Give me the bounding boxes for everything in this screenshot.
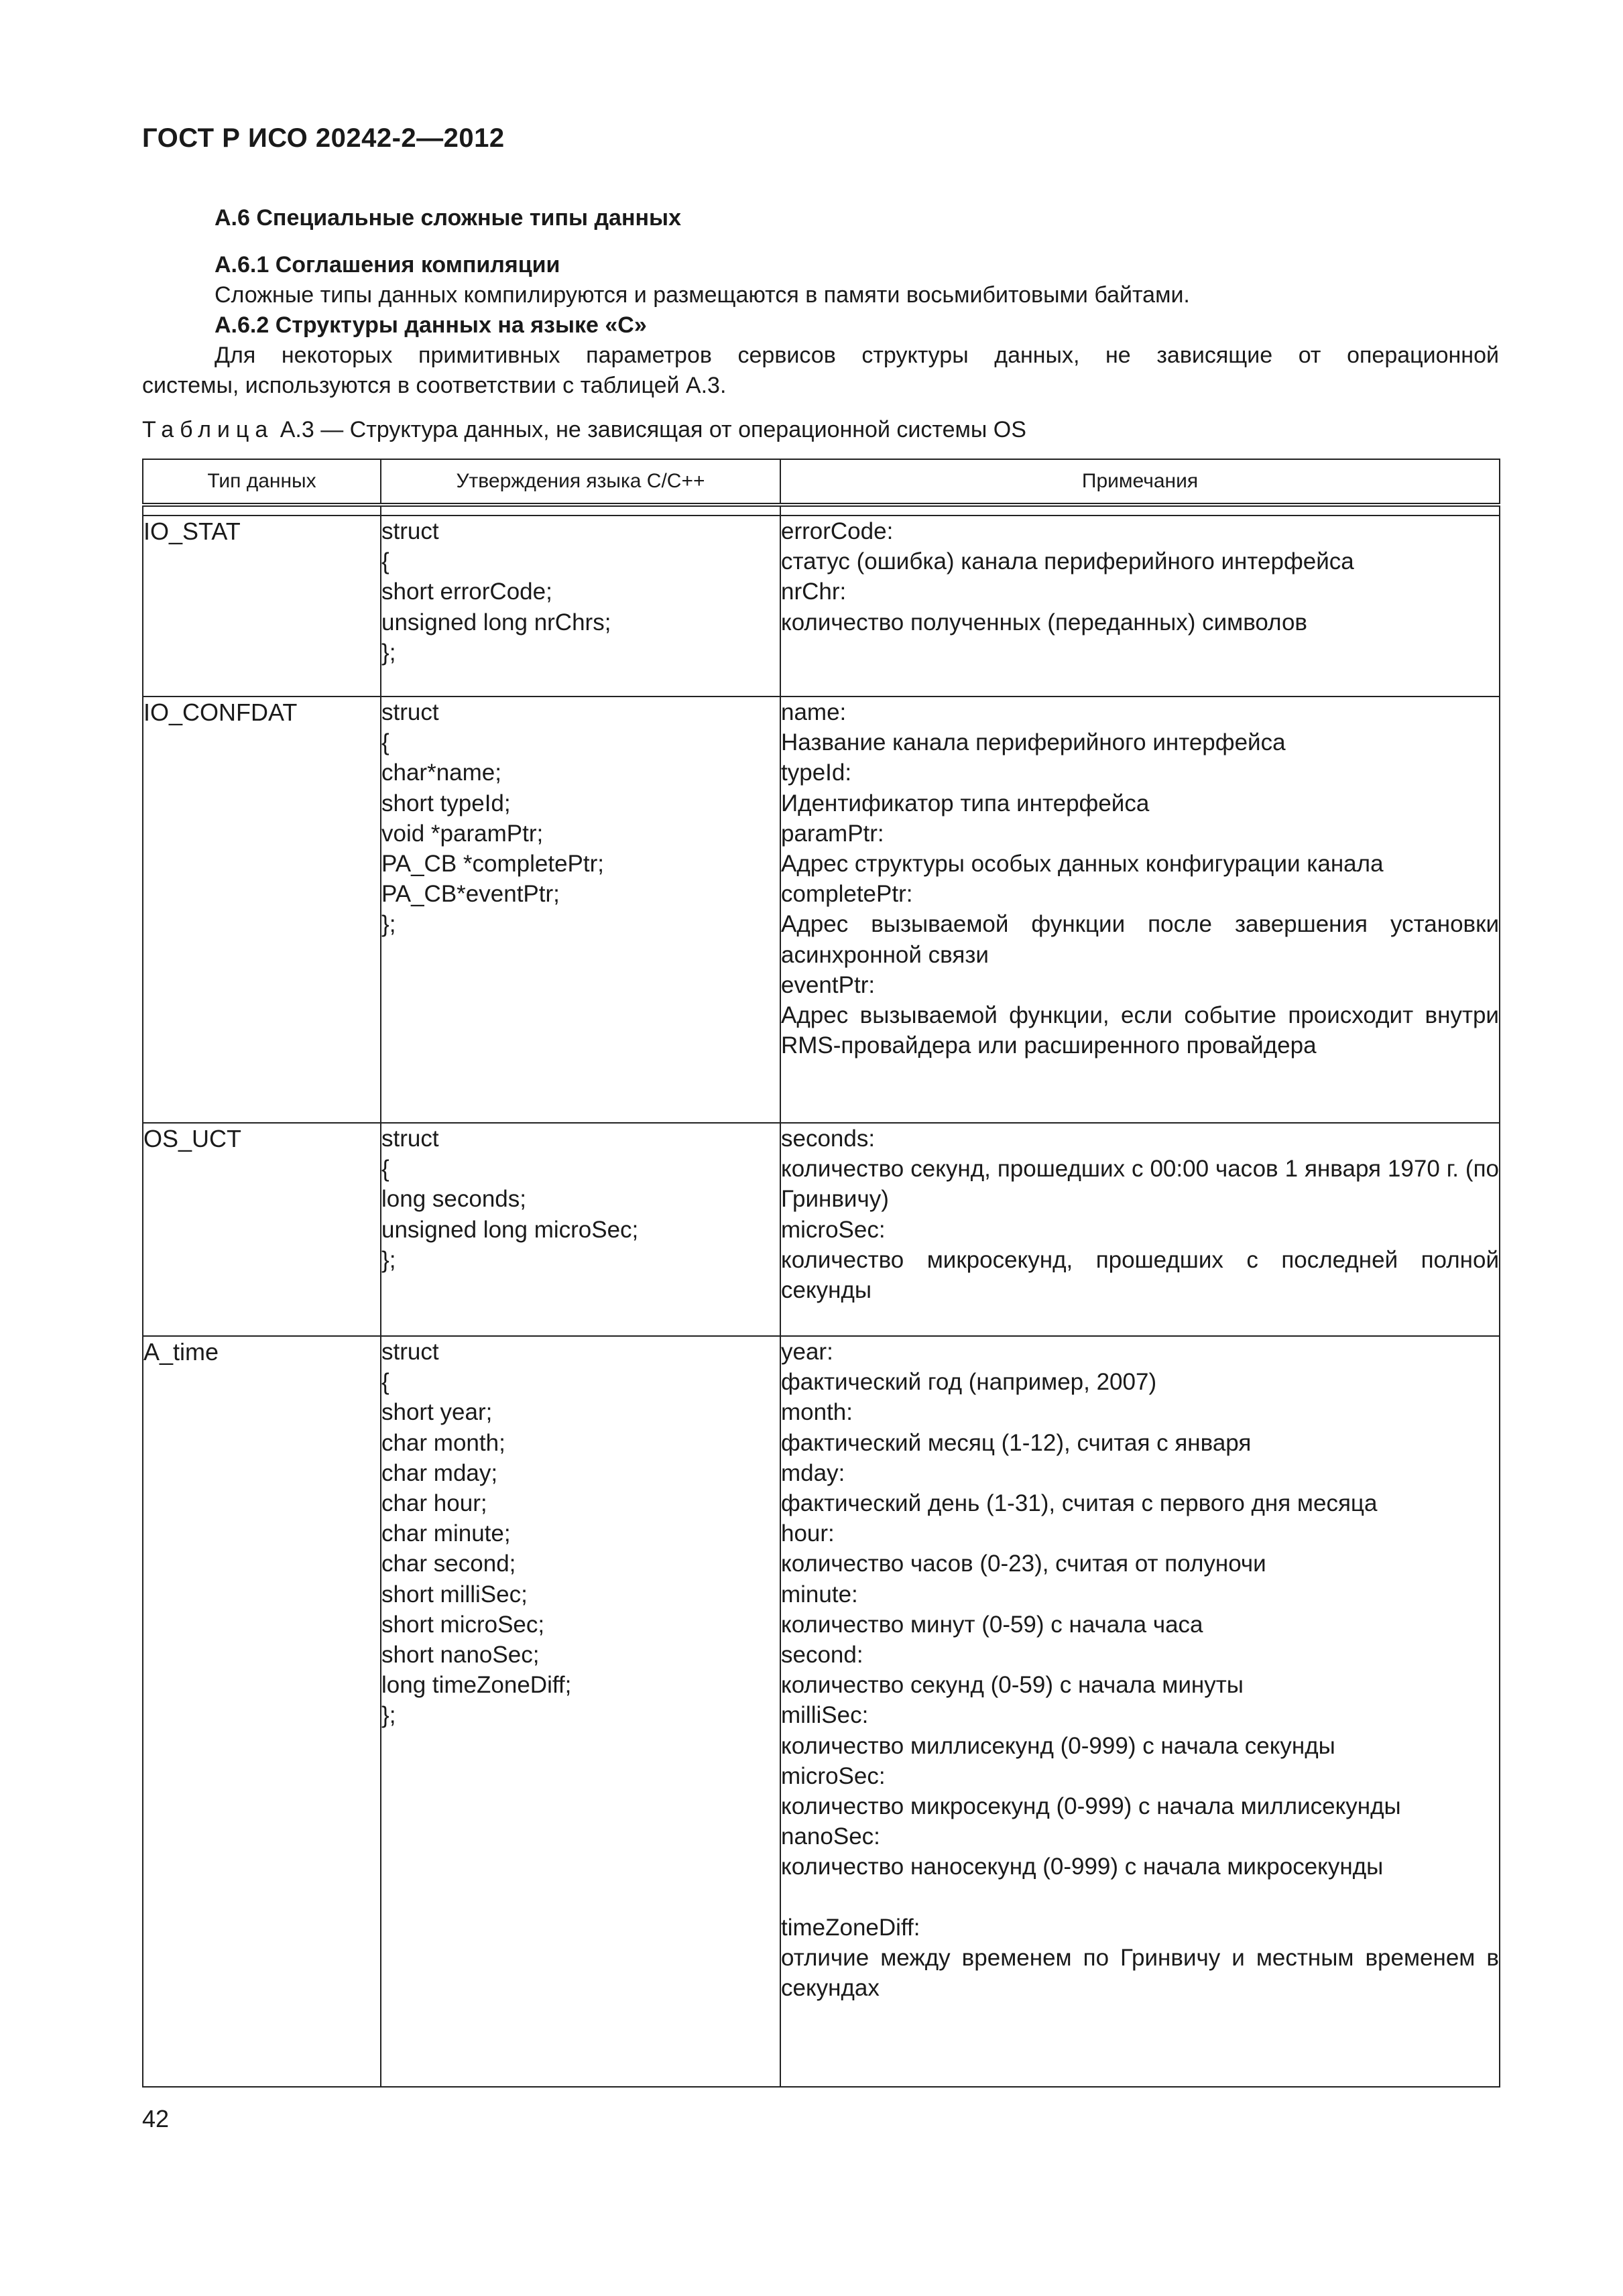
- code-line: {: [381, 548, 389, 575]
- code-line: char minute;: [381, 1520, 511, 1547]
- code-line: struct: [381, 699, 439, 725]
- page-number: 42: [142, 2105, 170, 2132]
- note-description: Название канала периферийного интерфейса: [781, 729, 1286, 756]
- code-line: };: [381, 1702, 396, 1729]
- note-description: количество наносекунд (0-999) с начала микросекунды: [781, 1854, 1384, 1880]
- code-cell: [381, 697, 780, 1123]
- code-line: short year;: [381, 1399, 493, 1426]
- code-cell: [381, 1123, 780, 1336]
- note-spacer: [781, 1882, 1499, 1913]
- note-description: количество полученных (переданных) символов: [781, 609, 1308, 636]
- c-structures-paragraph-line1: Для некоторых примитивных параметров сервисов структуры данных, не зависящие от операционной: [215, 343, 1499, 368]
- code-line: unsigned long nrChrs;: [381, 609, 611, 636]
- note-field-name: year:: [781, 1339, 833, 1365]
- note-field-name: seconds:: [781, 1126, 876, 1152]
- code-line: {: [381, 1156, 389, 1183]
- note-field-name: second:: [781, 1642, 863, 1669]
- subsection-title-compilation: А.6.1 Соглашения компиляции: [215, 252, 560, 278]
- code-line: };: [381, 911, 396, 938]
- code-line: short milliSec;: [381, 1581, 528, 1608]
- note-field-name: minute:: [781, 1581, 858, 1608]
- section-title: А.6 Специальные сложные типы данных: [215, 205, 681, 231]
- code-line: short microSec;: [381, 1611, 545, 1638]
- code-line: struct: [381, 518, 439, 544]
- note-description: количество секунд (0-59) с начала минуты: [781, 1672, 1244, 1699]
- code-line: {: [381, 1369, 389, 1396]
- code-line: PA_CB*eventPtr;: [381, 881, 560, 908]
- note-description: Идентификатор типа интерфейса: [781, 790, 1150, 817]
- table-header-row: [143, 459, 1500, 505]
- note-description: количество микросекунд, прошедших с последней полной секунды: [781, 1246, 1499, 1304]
- code-line: PA_CB *completePtr;: [381, 851, 604, 878]
- header-cell: Примечания: [780, 459, 1500, 505]
- code-cell: [381, 516, 780, 697]
- note-field-name: month:: [781, 1399, 853, 1426]
- data-structures-table: [142, 459, 1500, 2088]
- code-line: short nanoSec;: [381, 1642, 540, 1669]
- note-description: количество часов (0-23), считая от полуночи: [781, 1551, 1266, 1577]
- table-row: [143, 1123, 1500, 1336]
- code-line: char month;: [381, 1429, 505, 1456]
- note-field-name: microSec:: [781, 1762, 886, 1789]
- note-description: отличие между временем по Гринвичу и местным временем в секундах: [781, 1944, 1499, 2002]
- note-description: количество минут (0-59) с начала часа: [781, 1611, 1203, 1638]
- code-line: {: [381, 729, 389, 756]
- code-line: };: [381, 1246, 396, 1273]
- note-field-name: milliSec:: [781, 1702, 869, 1729]
- type-cell: IO_CONFDAT: [143, 697, 381, 1123]
- notes-cell: [780, 697, 1500, 1123]
- note-description: Адрес вызываемой функции, если событие происходит внутри RMS-провайдера или расширенного провайдера: [781, 1002, 1499, 1059]
- code-line: char*name;: [381, 760, 501, 786]
- notes-cell: [780, 1336, 1500, 2087]
- note-field-name: mday:: [781, 1459, 845, 1486]
- note-field-name: nanoSec:: [781, 1823, 880, 1850]
- note-description: количество микросекунд (0-999) с начала миллисекунды: [781, 1793, 1401, 1820]
- notes-cell: [780, 516, 1500, 697]
- type-cell: A_time: [143, 1336, 381, 2087]
- table-row: [143, 516, 1500, 697]
- note-description: Адрес вызываемой функции после завершения установки асинхронной связи: [781, 911, 1499, 968]
- code-line: void *paramPtr;: [381, 820, 544, 847]
- note-field-name: typeId:: [781, 760, 852, 786]
- code-line: long timeZoneDiff;: [381, 1672, 572, 1699]
- header-cell: Тип данных: [143, 459, 381, 505]
- note-description: Адрес структуры особых данных конфигурации канала: [781, 851, 1384, 878]
- note-field-name: microSec:: [781, 1216, 886, 1243]
- type-cell: IO_STAT: [143, 516, 381, 697]
- type-cell: OS_UCT: [143, 1123, 381, 1336]
- notes-cell: [780, 1123, 1500, 1336]
- table-row: [143, 697, 1500, 1123]
- note-field-name: timeZoneDiff:: [781, 1914, 920, 1941]
- code-line: char hour;: [381, 1490, 487, 1517]
- code-line: unsigned long microSec;: [381, 1216, 639, 1243]
- note-field-name: completePtr:: [781, 881, 913, 908]
- code-line: long seconds;: [381, 1186, 526, 1213]
- c-structures-paragraph-line2: системы, используются в соответствии с таблицей А.3.: [142, 373, 727, 398]
- header-cell: Утверждения языка C/C++: [381, 459, 780, 505]
- code-line: };: [381, 639, 396, 666]
- table-caption-text: А.3 — Структура данных, не зависящая от операционной системы OS: [274, 417, 1026, 442]
- note-field-name: paramPtr:: [781, 820, 884, 847]
- compilation-paragraph: Сложные типы данных компилируются и размещаются в памяти восьмибитовыми байтами.: [215, 282, 1190, 308]
- code-cell: [381, 1336, 780, 2087]
- document-header: ГОСТ Р ИСО 20242-2—2012: [142, 123, 505, 153]
- subsection-title-c-structures: А.6.2 Структуры данных на языке «С»: [215, 312, 647, 338]
- code-line: char mday;: [381, 1459, 498, 1486]
- note-description: фактический месяц (1-12), считая с января: [781, 1429, 1252, 1456]
- table-caption-prefix: Таблица: [142, 417, 274, 442]
- note-description: статус (ошибка) канала периферийного интерфейса: [781, 548, 1354, 575]
- note-description: количество миллисекунд (0-999) с начала секунды: [781, 1732, 1335, 1759]
- note-field-name: eventPtr:: [781, 971, 876, 998]
- code-line: struct: [381, 1126, 439, 1152]
- code-line: struct: [381, 1339, 439, 1365]
- table-caption: [142, 417, 1026, 443]
- note-field-name: errorCode:: [781, 518, 894, 544]
- note-description: количество секунд, прошедших с 00:00 часов 1 января 1970 г. (по Гринвичу): [781, 1156, 1499, 1213]
- code-line: short errorCode;: [381, 579, 552, 605]
- header-separator: [143, 505, 1500, 516]
- code-line: short typeId;: [381, 790, 511, 817]
- note-description: фактический день (1-31), считая с первого дня месяца: [781, 1490, 1378, 1517]
- note-description: фактический год (например, 2007): [781, 1369, 1157, 1396]
- table-row: [143, 1336, 1500, 2087]
- note-field-name: hour:: [781, 1520, 835, 1547]
- note-field-name: name:: [781, 699, 847, 725]
- note-field-name: nrChr:: [781, 579, 847, 605]
- code-line: char second;: [381, 1551, 516, 1577]
